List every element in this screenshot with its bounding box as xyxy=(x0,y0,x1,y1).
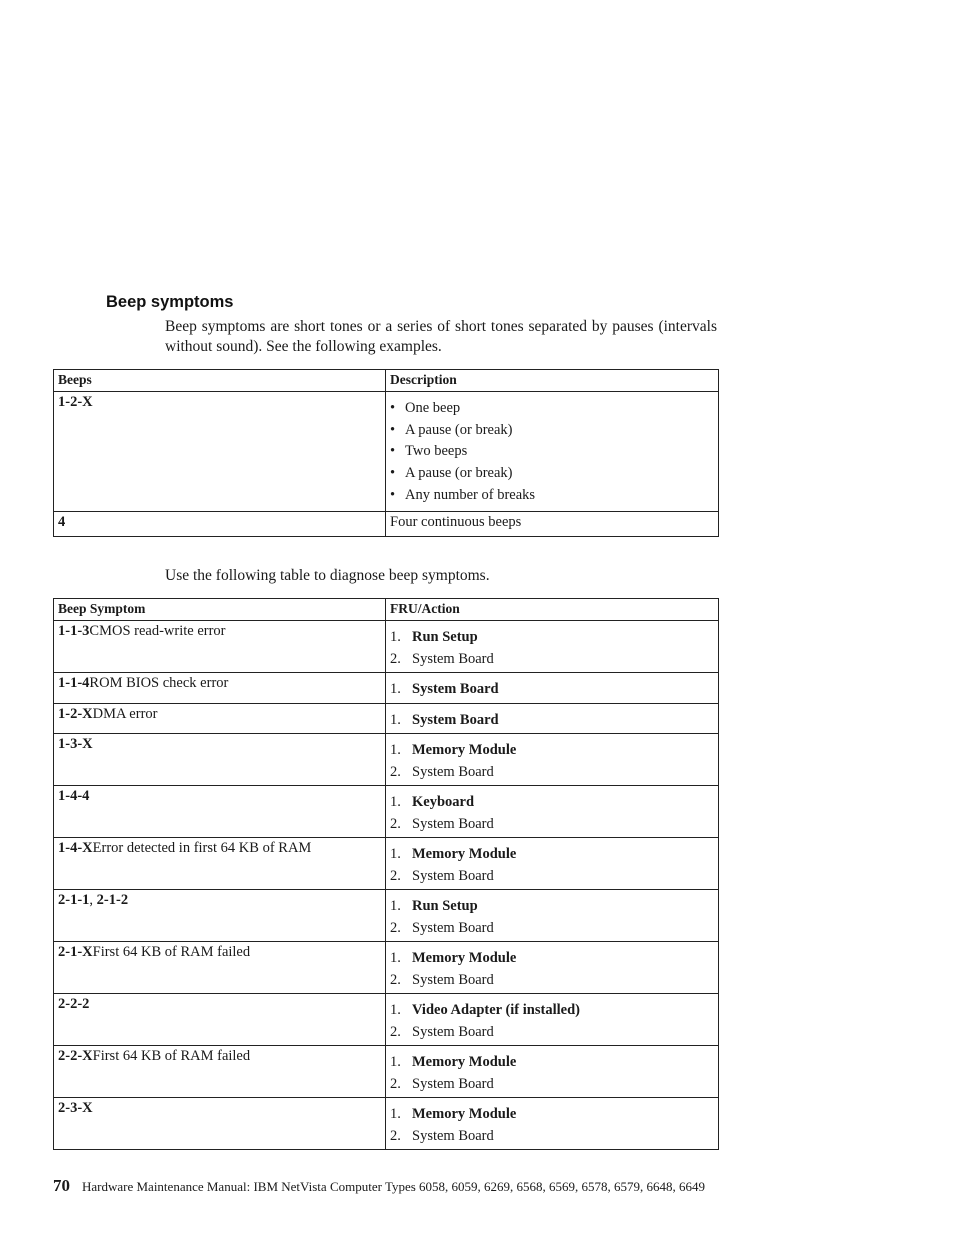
action-text: Memory Module xyxy=(412,1054,517,1070)
fru-action-cell xyxy=(386,1046,719,1098)
action-list xyxy=(390,673,714,703)
symptom-description: First 64 KB of RAM failed xyxy=(92,1048,251,1064)
action-list xyxy=(390,786,714,837)
list-item: 1. System Board xyxy=(390,681,499,697)
action-list xyxy=(390,994,714,1045)
beep-symptom-cell xyxy=(54,786,386,838)
action-text: System Board xyxy=(412,1127,494,1144)
page-number: 70 xyxy=(53,1176,70,1195)
list-item: 1. Memory Module xyxy=(390,1106,517,1122)
beeps-table xyxy=(53,369,719,537)
list-item: 1. Memory Module xyxy=(390,950,517,966)
beep-symptom-cell: 2-1-1, 2-1-2 xyxy=(54,890,386,942)
beep-symptom-cell xyxy=(54,673,386,704)
column-header-beeps: Beeps xyxy=(54,370,386,392)
beep-code: 2-2-X xyxy=(58,1048,93,1064)
action-text: Run Setup xyxy=(412,629,478,645)
list-item: 1. Memory Module xyxy=(390,846,517,862)
table-row xyxy=(54,511,719,536)
action-text: System Board xyxy=(412,1023,494,1040)
action-text: System Board xyxy=(412,681,499,697)
table-row xyxy=(54,1046,719,1098)
beep-symptom-cell xyxy=(54,1098,386,1150)
list-item: 1. Keyboard xyxy=(390,794,475,810)
list-item: 2. System Board xyxy=(390,650,494,667)
table-row xyxy=(54,673,719,704)
action-text: System Board xyxy=(412,867,494,884)
list-item: 2. System Board xyxy=(390,1127,494,1144)
symptom-description: ROM BIOS check error xyxy=(89,675,229,691)
action-list xyxy=(390,942,714,993)
beep-code: 1-3-X xyxy=(58,736,93,752)
list-item: 1. Run Setup xyxy=(390,898,478,914)
beep-code: 1-4-X xyxy=(58,840,93,856)
action-text: System Board xyxy=(412,815,494,832)
list-item: 1. System Board xyxy=(390,711,499,728)
table-row xyxy=(54,621,719,673)
fru-action-cell xyxy=(386,703,719,734)
column-header-description: Description xyxy=(386,370,719,392)
beep-code: 2-3-X xyxy=(58,1100,93,1116)
beep-code: 2-1-1 xyxy=(58,892,90,908)
beep-symptom-cell xyxy=(54,838,386,890)
list-item: • One beep xyxy=(390,400,461,416)
fru-action-cell xyxy=(386,942,719,994)
beep-symptom-table xyxy=(53,598,719,1150)
beep-code: 1-4-4 xyxy=(58,788,90,804)
beep-symptom-cell xyxy=(54,621,386,673)
list-item: 1. Video Adapter (if installed) xyxy=(390,1002,580,1018)
action-text: System Board xyxy=(412,971,494,988)
action-list xyxy=(390,734,714,785)
beep-code: 2-1-2 xyxy=(96,892,129,908)
fru-action-cell xyxy=(386,673,719,704)
table-row xyxy=(54,1098,719,1150)
action-list xyxy=(390,1098,714,1149)
fru-action-cell xyxy=(386,786,719,838)
symptom-description: First 64 KB of RAM failed xyxy=(92,944,251,960)
beep-code: 1-1-3 xyxy=(58,623,90,639)
table-intro: Use the following table to diagnose beep symptoms. xyxy=(165,567,490,584)
action-text: Memory Module xyxy=(412,1106,517,1122)
description-cell: Four continuous beeps xyxy=(386,511,719,536)
table-row xyxy=(54,890,719,942)
table-row xyxy=(54,734,719,786)
fru-action-cell xyxy=(386,734,719,786)
symptom-description: Error detected in first 64 KB of RAM xyxy=(92,840,312,856)
action-text: System Board xyxy=(412,1075,494,1092)
column-header-beep-symptom: Beep Symptom xyxy=(54,599,386,621)
table-row xyxy=(54,392,719,512)
fru-action-cell xyxy=(386,1098,719,1150)
section-heading: Beep symptoms xyxy=(106,293,234,311)
list-item: 2. System Board xyxy=(390,815,494,832)
list-item: 2. System Board xyxy=(390,1075,494,1092)
action-text: System Board xyxy=(412,650,494,667)
beep-symptom-cell xyxy=(54,734,386,786)
action-text: Memory Module xyxy=(412,950,517,966)
action-text: Memory Module xyxy=(412,846,517,862)
action-text: System Board xyxy=(412,763,494,780)
list-item: 2. System Board xyxy=(390,1023,494,1040)
beep-symptom-cell xyxy=(54,994,386,1046)
footer-text: Hardware Maintenance Manual: IBM NetVista Computer Types 6058, 6059, 6269, 6568, 6569, 6578, 6579, 6648, 6649 xyxy=(82,1179,706,1194)
list-item: 2. System Board xyxy=(390,867,494,884)
list-item: 1. Memory Module xyxy=(390,1054,517,1070)
symptom-description: DMA error xyxy=(92,705,158,722)
action-text: Run Setup xyxy=(412,898,478,914)
fru-action-cell xyxy=(386,838,719,890)
beep-code: 1-2-X xyxy=(58,705,93,722)
action-text: System Board xyxy=(412,919,494,936)
description-cell xyxy=(386,392,719,512)
table-row xyxy=(54,942,719,994)
symptom-description: CMOS read-write error xyxy=(89,623,226,639)
beep-code: 4 xyxy=(54,511,386,536)
beep-code: 2-2-2 xyxy=(58,996,90,1012)
beep-code: 1-2-X xyxy=(54,392,386,512)
list-item: • Two beeps xyxy=(390,443,468,460)
list-item: • Any number of breaks xyxy=(390,486,536,503)
fru-action-cell xyxy=(386,621,719,673)
action-list xyxy=(390,621,714,672)
table-row xyxy=(54,703,719,734)
list-item: 1. Run Setup xyxy=(390,629,478,645)
action-list xyxy=(390,890,714,941)
beep-symptom-cell xyxy=(54,1046,386,1098)
action-text: Video Adapter (if installed) xyxy=(412,1002,580,1018)
fru-action-cell xyxy=(386,994,719,1046)
list-item: 1. Memory Module xyxy=(390,742,517,758)
table-row xyxy=(54,994,719,1046)
beep-symptom-cell xyxy=(54,703,386,734)
list-item: 2. System Board xyxy=(390,971,494,988)
action-text: Keyboard xyxy=(412,794,475,810)
list-item: 2. System Board xyxy=(390,763,494,780)
beep-code: 2-1-X xyxy=(58,944,93,960)
action-list xyxy=(390,704,714,734)
action-text: System Board xyxy=(412,711,499,728)
table-row xyxy=(54,786,719,838)
table-row xyxy=(54,838,719,890)
action-list xyxy=(390,838,714,889)
list-item: 2. System Board xyxy=(390,919,494,936)
action-text: Memory Module xyxy=(412,742,517,758)
column-header-fru-action: FRU/Action xyxy=(386,599,719,621)
page-footer xyxy=(53,1175,718,1198)
fru-action-cell xyxy=(386,890,719,942)
beep-symptom-cell xyxy=(54,942,386,994)
list-item: • A pause (or break) xyxy=(390,421,513,438)
list-item: • A pause (or break) xyxy=(390,465,513,482)
action-list xyxy=(390,1046,714,1097)
intro-paragraph: Beep symptoms are short tones or a series of short tones separated by pauses (intervals without sound). See the following examples. xyxy=(165,318,717,355)
beep-code: 1-1-4 xyxy=(58,675,90,691)
description-list xyxy=(390,392,714,511)
